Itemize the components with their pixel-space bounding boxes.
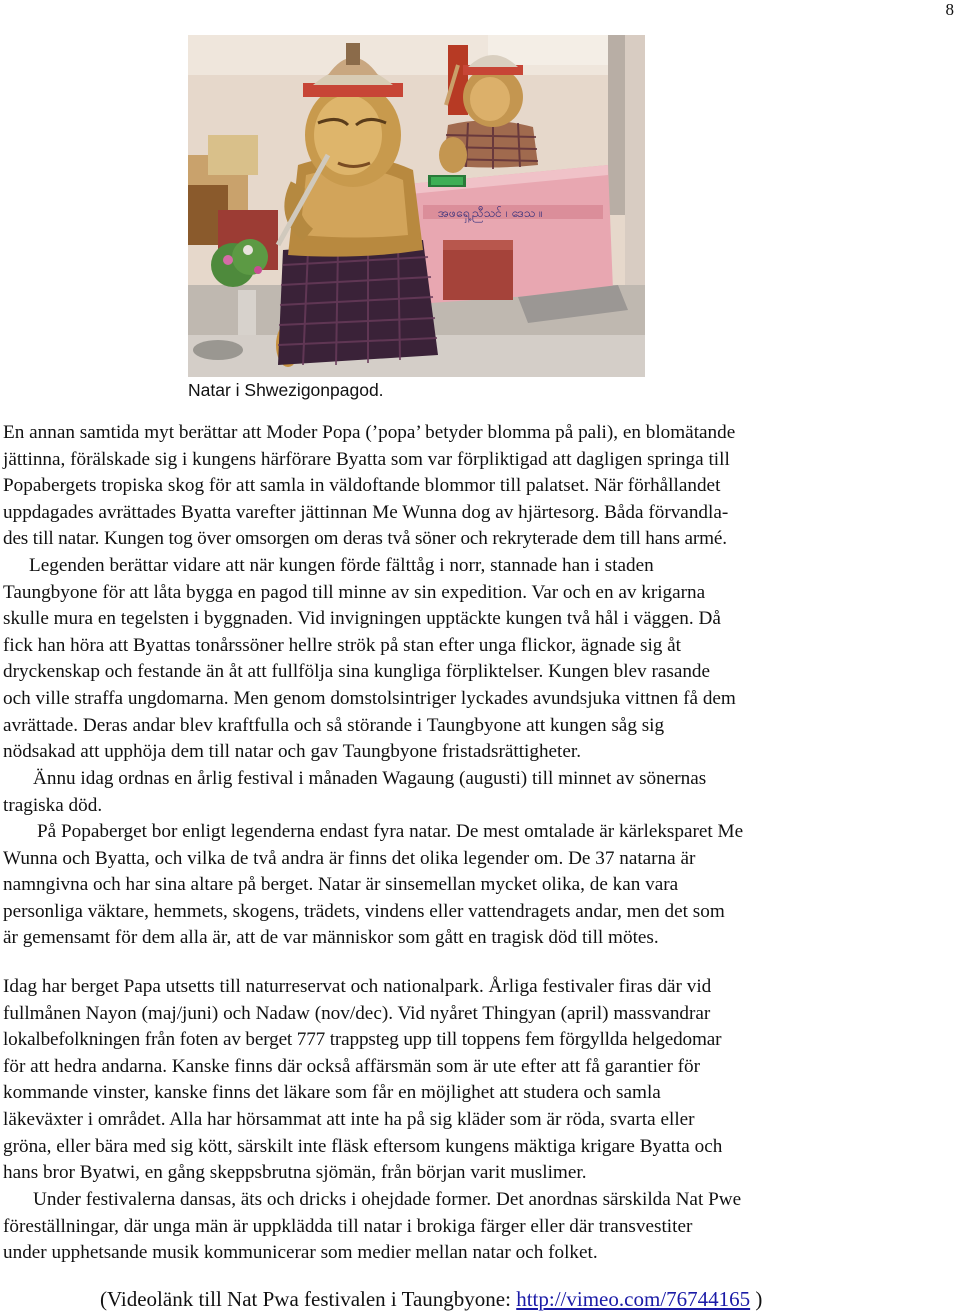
text-line: hans bror Byatwi, en gång skeppsbrutna sjömän, från början varit muslimer. bbox=[3, 1162, 587, 1184]
text-line: Wunna och Byatta, och vilka de två andra är finns det olika legender om. De 37 natarna är bbox=[3, 847, 696, 869]
text-line: Taungbyone för att låta bygga en pagod till minne av sin expedition. Var och en av krigarna bbox=[3, 581, 706, 603]
text-line: kommande vinster, kanske finns det läkare som får en möjlighet att studera och samla bbox=[3, 1082, 661, 1104]
text-line: namngivna och har sina altare på berget. Natar är sinsemellan mycket olika, de kan vara bbox=[3, 874, 679, 896]
text-line: fick han höra att Byattas tonårssöner hellre strök på stan efter unga flickor, ägnade sig åt bbox=[3, 634, 682, 656]
paragraph-popaberget bbox=[3, 819, 955, 952]
text-line: skulle mura en tegelsten i byggnaden. Vid invigningen upptäckte kungen två hål i väggen. Då bbox=[3, 608, 721, 630]
text-line: På Popaberget bor enligt legenderna endast fyra natar. De mest omtalade är kärleksparet Me bbox=[37, 821, 744, 842]
text-line: dryckenskap och festande än åt att fullfölja sina kungliga förpliktelser. Kungen blev rasande bbox=[3, 661, 711, 683]
text-line: under upphetsande musik kommunicerar som medier mellan natar och folket. bbox=[3, 1242, 598, 1264]
text-line: för att hedra andarna. Kanske finns där också affärsmän som är ute efter att få garantier för bbox=[3, 1055, 700, 1077]
text-line: avrättade. Deras andar blev kraftfulla och så störande i Taungbyone att kungen såg sig bbox=[3, 714, 665, 736]
text-line: Ännu idag ordnas en årlig festival i månaden Wagaung (augusti) till minnet av sönernas bbox=[33, 768, 707, 789]
text-line: Legenden berättar vidare att när kungen förde fälttåg i norr, stannade han i staden bbox=[29, 555, 654, 576]
video-link-note bbox=[100, 1286, 762, 1312]
photo-caption: Natar i Shwezigonpagod. bbox=[188, 380, 384, 400]
paragraph-nat-pwe bbox=[3, 1187, 955, 1267]
text-line: En annan samtida myt berättar att Moder Popa (’popa’ betyder blomma på pali), en blomätande bbox=[3, 422, 736, 443]
text-line: fullmånen Nayon (maj/juni) och Nadaw (nov/dec). Vid nyåret Thingyan (april) massvandrar bbox=[3, 1002, 711, 1024]
video-link-prefix: (Videolänk till Nat Pwa festivalen i Taungbyone: bbox=[100, 1287, 517, 1311]
text-line: läkeväxter i området. Alla har hörsammat att inte ha på sig kläder som är röda, svarta eller bbox=[3, 1108, 695, 1130]
text-line: nödsakad att upphöja dem till natar och gav Taungbyone fristadsrättigheter. bbox=[3, 741, 582, 763]
text-line: och ville straffa ungdomarna. Men genom domstolsintriger lyckades avundsjuka vittnen få dem bbox=[3, 687, 736, 709]
text-line: Popabergets tropiska skog för att samla in väldoftande blommor till palatset. När förhållandet bbox=[3, 475, 721, 497]
text-line: Under festivalerna dansas, äts och dricks i ohejdade former. Det anordnas särskilda Nat Pwe bbox=[33, 1189, 742, 1210]
text-line: Idag har berget Papa utsetts till naturreservat och nationalpark. Årliga festivaler firas där vid bbox=[3, 976, 712, 997]
text-line: uppdagades avrättades Byatta varefter jättinnan Me Wunna dog av hjärtesorg. Båda förvandla- bbox=[3, 501, 729, 523]
text-line: är gemensamt för dem alla är, att de var människor som gått en tragisk död till mötes. bbox=[3, 927, 659, 949]
text-line: gröna, eller bära med sig kött, särskilt inte fläsk eftersom kungens mäktiga krigare Byatta och bbox=[3, 1135, 723, 1157]
paragraph-festival-wagaung bbox=[3, 766, 955, 819]
text-line: föreställningar, där unga män är uppklädda till natar i brokiga färger eller där transvestiter bbox=[3, 1215, 693, 1237]
nat-statues-photo bbox=[188, 35, 645, 377]
paragraph-naturreservat bbox=[3, 974, 955, 1187]
text-line: tragiska död. bbox=[3, 794, 103, 816]
text-line: personliga väktare, hemmets, skogens, trädets, vindens eller vattendragets andar, men det som bbox=[3, 900, 725, 922]
pedestal-sign-text: အဖရှေ့ညီသင် ၊ ဒေသ ။ bbox=[438, 206, 543, 220]
text-line: jättinna, förälskade sig i kungens härförare Byatta som var förpliktigad att dagligen springa till bbox=[3, 448, 730, 470]
paragraph-legenden bbox=[3, 553, 955, 766]
page-number: 8 bbox=[945, 0, 954, 19]
vimeo-link[interactable]: http://vimeo.com/76744165 bbox=[516, 1287, 751, 1311]
paragraph-moder-popa bbox=[3, 420, 955, 553]
text-line: lokalbefolkningen från foten av berget 777 trappsteg upp till toppens fem förgyllda helgedomar bbox=[3, 1029, 722, 1051]
text-line: des till natar. Kungen tog över omsorgen om deras två söner och rekryterade dem till hans armé. bbox=[3, 528, 727, 550]
video-link-suffix: ) bbox=[750, 1287, 763, 1311]
